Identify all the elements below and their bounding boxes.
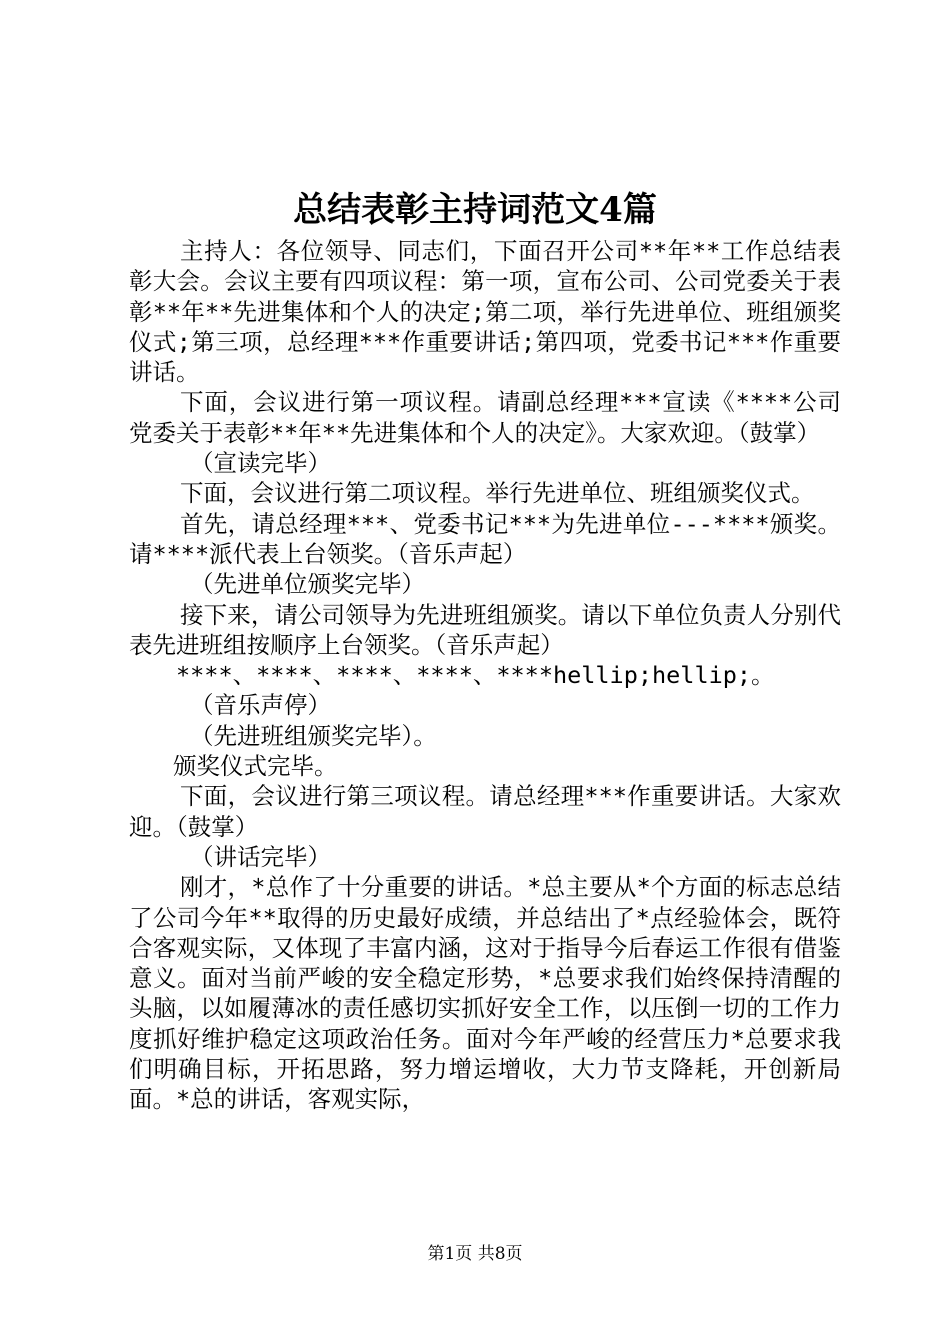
- paragraph-agenda-two: 下面，会议进行第二项议程。举行先进单位、班组颁奖仪式。: [180, 479, 815, 508]
- paragraph-team-awards: 接下来，请公司领导为先进班组颁奖。请以下单位负责人分别代表先进班组按顺序上台领奖。（音乐声起）: [129, 600, 841, 659]
- document-title: 总结表彰主持词范文4篇: [293, 190, 657, 230]
- paragraph-team-awards-done: （先进班组颁奖完毕）。: [190, 721, 437, 750]
- paragraph-team-list: ****、****、****、****、****hellip;hellip;。: [176, 661, 775, 690]
- paragraph-opening: 主持人：各位领导、同志们，下面召开公司**年**工作总结表彰大会。会议主要有四项议程：第一项，宣布公司、公司党委关于表彰**年**先进集体和个人的决定;第二项，举行先进单位、班组颁奖仪式;第三项，总经理***作重要讲话;第四项，党委书记***作重要讲话。: [129, 237, 841, 387]
- paragraph-summary: 刚才，*总作了十分重要的讲话。*总主要从*个方面的标志总结了公司今年**取得的历史最好成绩，并总结出了*点经验体会，既符合客观实际，又体现了丰富内涵，这对于指导今后春运工作很有借鉴意义。面对当前严峻的安全稳定形势，*总要求我们始终保持清醒的头脑，以如履薄冰的责任感切实抓好安全工作，以压倒一切的工作力度抓好维护稳定这项政治任务。面对今年严峻的经营压力*总要求我们明确目标，开拓思路，努力增运增收，大力节支降耗，开创新局面。*总的讲话，客观实际，: [129, 873, 841, 1114]
- page-footer: 第1页 共8页: [427, 1244, 523, 1264]
- document-body: [129, 236, 841, 1115]
- paragraph-agenda-three: 下面，会议进行第三项议程。请总经理***作重要讲话。大家欢迎。（鼓掌）: [129, 782, 841, 841]
- paragraph-unit-awards-done: （先进单位颁奖完毕）: [190, 570, 425, 599]
- paragraph-agenda-one: 下面，会议进行第一项议程。请副总经理***宣读《****公司党委关于表彰**年**先进集体和个人的决定》。大家欢迎。（鼓掌）: [129, 388, 841, 447]
- paragraph-ceremony-done: 颁奖仪式完毕。: [173, 752, 338, 781]
- paragraph-speech-done: （讲话完毕）: [190, 842, 331, 871]
- paragraph-music-stop: （音乐声停）: [190, 691, 331, 720]
- paragraph-reading-done: （宣读完毕）: [190, 449, 331, 478]
- paragraph-unit-awards: 首先，请总经理***、党委书记***为先进单位---****颁奖。请****派代表上台领奖。（音乐声起）: [129, 509, 841, 568]
